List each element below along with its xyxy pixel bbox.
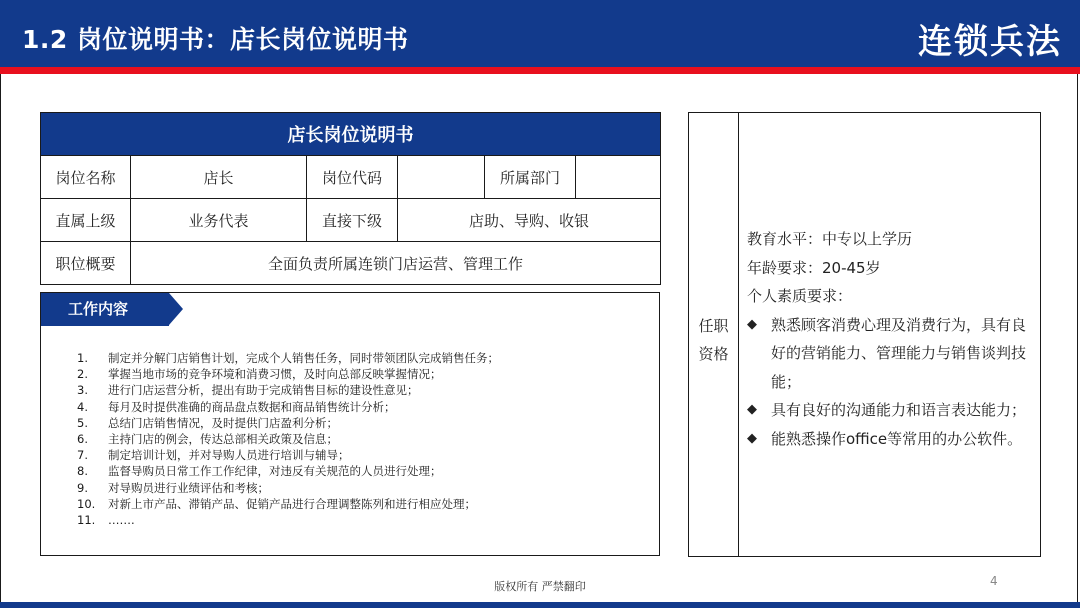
page-number: 4 — [990, 574, 998, 588]
list-item: 6. 主持门店的例会，传达总部相关政策及信息； — [77, 432, 338, 447]
cell-superior: 业务代表 — [131, 199, 307, 242]
cell-label-superior: 直属上级 — [41, 199, 131, 242]
qualification-divider — [738, 113, 739, 556]
list-item: 10. 对新上市产品、滞销产品、促销产品进行合理调整陈列和进行相应处理； — [77, 496, 476, 511]
table-row — [41, 199, 661, 242]
bottom-bar — [0, 602, 1080, 608]
table-row — [41, 156, 661, 199]
job-info-table — [40, 112, 661, 285]
diamond-bullet-icon: ◆ — [747, 316, 757, 332]
table-row — [41, 242, 661, 285]
list-item: 5. 总结门店销售情况，及时提供门店盈利分析； — [77, 415, 338, 430]
page-title: 1.2 岗位说明书：店长岗位说明书 — [22, 25, 409, 54]
tag-arrow-shape — [169, 293, 183, 325]
cell-position-code — [398, 156, 485, 199]
brand-logo-text: 连锁兵法 — [918, 22, 1062, 62]
work-content-tag: 工作内容 — [41, 293, 169, 326]
qualification-label: 任职 资格 — [698, 317, 729, 363]
age-requirement: 年龄要求：20-45岁 — [747, 258, 881, 277]
list-item: ◆ 能熟悉操作office等常用的办公软件。 — [747, 425, 1037, 454]
work-content-list — [77, 350, 499, 528]
list-item: ◆ 熟悉顾客消费心理及消费行为，具有良好的营销能力、管理能力与销售谈判技能； — [747, 311, 1037, 397]
qualification-box — [688, 112, 1041, 557]
cell-label-department: 所属部门 — [485, 156, 576, 199]
list-item: 9. 对导购员进行业绩评估和考核； — [77, 480, 269, 495]
list-item: 11. ……. — [77, 513, 135, 528]
header-accent-stripe — [0, 67, 1080, 74]
cell-label-subordinate: 直接下级 — [307, 199, 398, 242]
list-item: 1. 制定并分解门店销售计划，完成个人销售任务，同时带领团队完成销售任务； — [77, 351, 499, 365]
education-requirement: 教育水平：中专以上学历 — [747, 230, 913, 248]
header-bar — [0, 0, 1080, 67]
work-content-box — [40, 292, 660, 556]
cell-summary: 全面负责所属连锁门店运营、管理工作 — [131, 242, 661, 285]
cell-position-name: 店长 — [131, 156, 307, 199]
list-item: 7. 制定培训计划，并对导购人员进行培训与辅导； — [77, 448, 350, 463]
personal-requirement-heading: 个人素质要求： — [747, 287, 853, 305]
cell-label-position-code: 岗位代码 — [307, 156, 398, 199]
list-item: 2. 掌握当地市场的竞争环境和消费习惯，及时向总部反映掌握情况； — [77, 367, 442, 382]
table-caption: 店长岗位说明书 — [41, 113, 661, 156]
list-item: 3. 进行门店运营分析，提出有助于完成销售目标的建设性意见； — [77, 383, 419, 398]
list-item: 4. 每月及时提供准确的商品盘点数据和商品销售统计分析； — [77, 399, 396, 414]
diamond-bullet-icon: ◆ — [747, 430, 757, 446]
qualification-content — [747, 225, 1037, 453]
cell-label-summary: 职位概要 — [41, 242, 131, 285]
cell-label-position-name: 岗位名称 — [41, 156, 131, 199]
cell-department — [576, 156, 661, 199]
copyright-footer: 版权所有 严禁翻印 — [494, 580, 586, 593]
diamond-bullet-icon: ◆ — [747, 402, 757, 417]
cell-subordinate: 店助、导购、收银 — [398, 199, 661, 242]
list-item: ◆ 具有良好的沟通能力和语言表达能力； — [747, 396, 1037, 425]
list-item: 8. 监督导购员日常工作工作纪律，对违反有关规范的人员进行处理； — [77, 464, 442, 479]
